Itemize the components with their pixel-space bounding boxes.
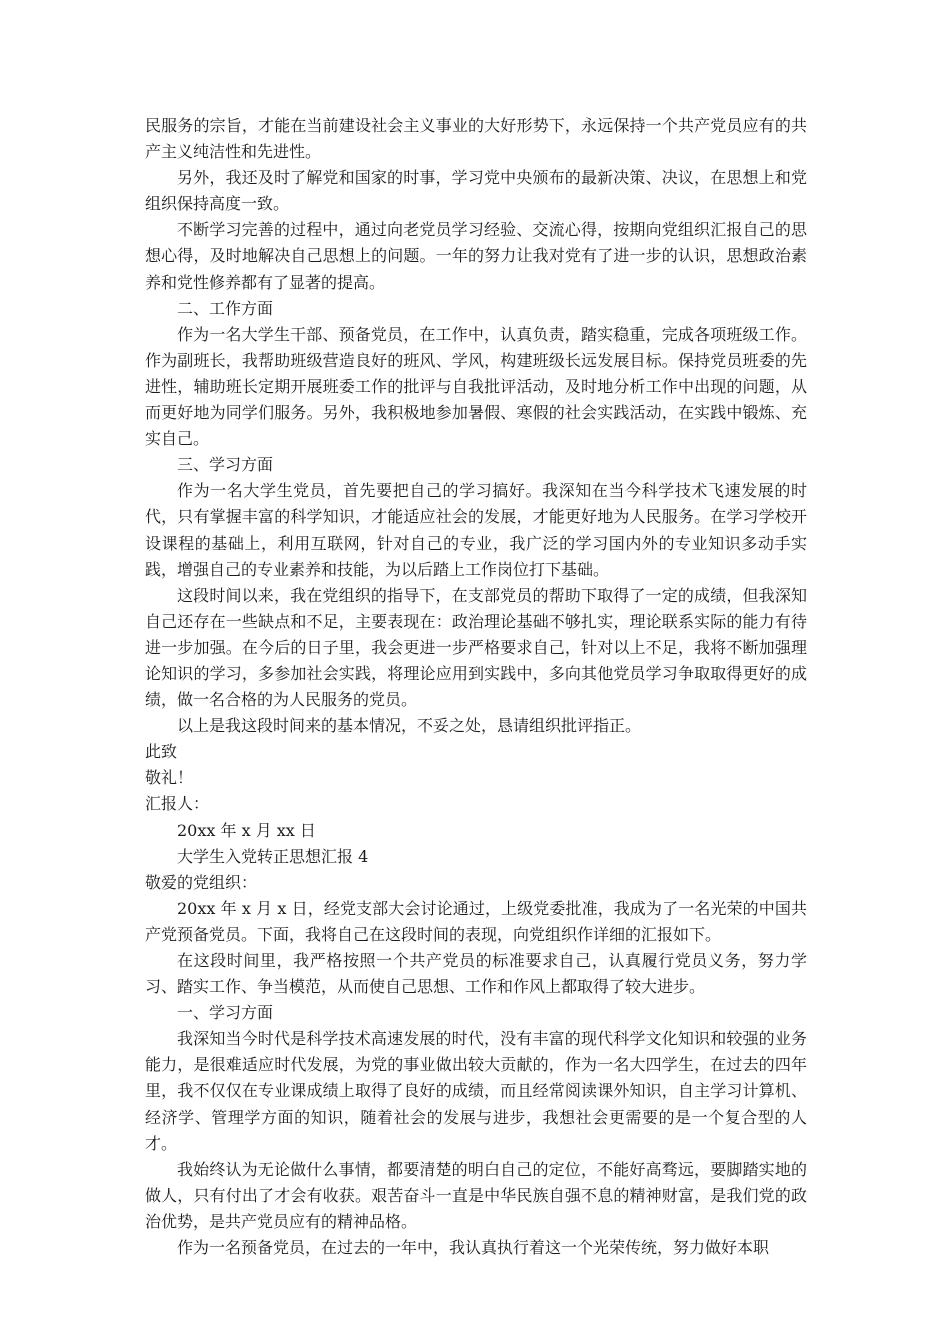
paragraph: 作为一名大学生党员，首先要把自己的学习搞好。我深知在当今科学技术飞速发展的时代，只有掌握丰富的科学知识，才能适应社会的发展，才能更好地为人民服务。在学习学校开设课程的基础上，利用互联网，针对自己的专业，我广泛的学习国内外的专业知识多动手实践，增强自己的专业素养和技能，为以后踏上工作岗位打下基础。 [145,481,807,579]
paragraph: 民服务的宗旨，才能在当前建设社会主义事业的大好形势下，永远保持一个共产党员应有的共产主义纯洁性和先进性。 [145,116,807,162]
paragraph: 20xx 年 x 月 x 日，经党支部大会讨论通过，上级党委批准，我成为了一名光荣的中国共产党预备党员。下面，我将自己在这段时间的表现，向党组织作详细的汇报如下。 [145,898,807,944]
paragraph: 以上是我这段时间来的基本情况，不妥之处，恳请组织批评指正。 [177,716,642,736]
document-body [145,113,807,1261]
paragraph: 作为一名大学生干部、预备党员，在工作中，认真负责，踏实稳重，完成各项班级工作。作为副班长，我帮助班级营造良好的班风、学风，构建班级长远发展目标。保持党员班委的先进性，辅助班长定期开展班委工作的批评与自我批评活动，及时地分析工作中出现的问题，从而更好地为同学们服务。另外，我积极地参加暑假、寒假的社会实践活动，在实践中锻炼、充实自己。 [145,324,807,449]
paragraph: 作为一名预备党员，在过去的一年中，我认真执行着这一个光荣传统，努力做好本职 [177,1238,770,1258]
salutation: 敬爱的党组织： [145,872,258,892]
closing-salute: 敬礼！ [145,768,194,788]
paragraph: 另外，我还及时了解党和国家的时事，学习党中央颁布的最新决策、决议，在思想上和党组织保持高度一致。 [145,168,807,214]
paragraph: 我始终认为无论做什么事情，都要清楚的明白自己的定位，不能好高骛远，要脚踏实地的做人，只有付出了才会有收获。艰苦奋斗一直是中华民族自强不息的精神财富，是我们党的政治优势，是共产党员应有的精神品格。 [145,1159,807,1231]
section-heading: 一、学习方面 [177,1003,274,1023]
reporter-label: 汇报人： [145,794,210,814]
section-heading: 三、学习方面 [177,455,274,475]
closing-line: 此致 [145,742,178,762]
paragraph: 这段时间以来，我在党组织的指导下，在支部党员的帮助下取得了一定的成绩，但我深知自己还存在一些缺点和不足，主要表现在：政治理论基础不够扎实，理论联系实际的能力有待进一步加强。在今后的日子里，我会更进一步严格要求自己，针对以上不足，我将不断加强理论知识的学习，多参加社会实践，将理论应用到实践中，多向其他党员学习争取取得更好的成绩，做一名合格的为人民服务的党员。 [145,585,807,710]
section-heading: 二、工作方面 [177,298,274,318]
document-title: 大学生入党转正思想汇报 4 [177,846,369,866]
paragraph: 不断学习完善的过程中，通过向老党员学习经验、交流心得，按期向党组织汇报自己的思想心得，及时地解决自己思想上的问题。一年的努力让我对党有了进一步的认识，思想政治素养和党性修养都有了显著的提高。 [145,220,807,292]
report-date: 20xx 年 x 月 xx 日 [177,820,316,840]
paragraph: 在这段时间里，我严格按照一个共产党员的标准要求自己，认真履行党员义务，努力学习、踏实工作、争当模范，从而使自己思想、工作和作风上都取得了较大进步。 [145,951,807,997]
paragraph: 我深知当今时代是科学技术高速发展的时代，没有丰富的现代科学文化知识和较强的业务能力，是很难适应时代发展，为党的事业做出较大贡献的，作为一名大四学生，在过去的四年里，我不仅仅在专业课成绩上取得了良好的成绩，而且经常阅读课外知识，自主学习计算机、经济学、管理学方面的知识，随着社会的发展与进步，我想社会更需要的是一个复合型的人才。 [145,1029,807,1153]
